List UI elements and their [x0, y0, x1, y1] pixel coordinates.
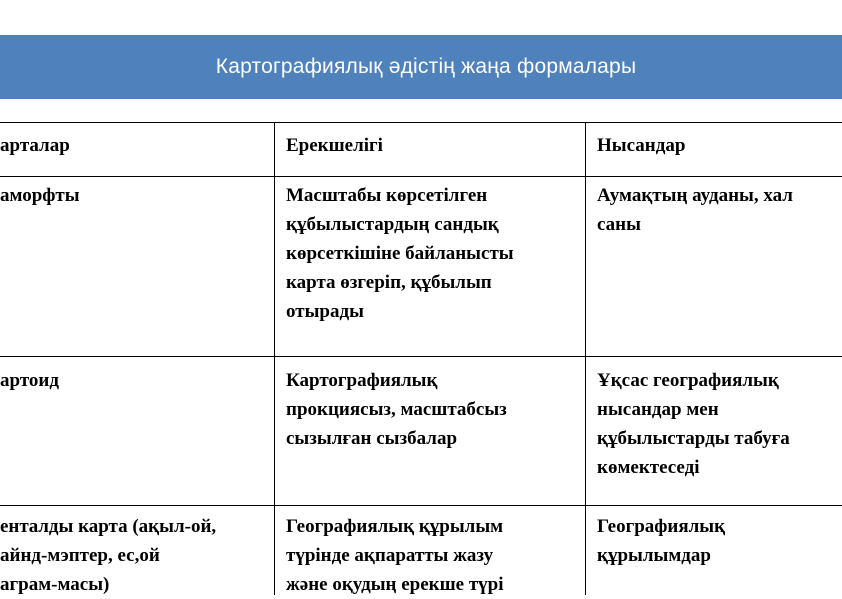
cell-line: отырады: [286, 301, 364, 322]
cell-line: Аумақтың ауданы, хал: [597, 185, 793, 206]
table-cell: [0, 366, 59, 395]
cell-line: Географиялық: [597, 516, 726, 537]
cell-line: Масштабы көрсетілген: [286, 185, 488, 206]
table-cell: [286, 181, 514, 326]
cell-line: нысандар мен: [597, 399, 719, 420]
cell-line: құрылымдар: [597, 545, 711, 566]
cell-line: Картографиялық: [286, 370, 438, 391]
cell-line: прокциясыз, масштабсыз: [286, 399, 507, 420]
cell-line: көмектеседі: [597, 457, 700, 478]
cell-line: құбылыстарды табуға: [597, 428, 790, 449]
table-cell: [0, 181, 80, 210]
table-border-top: [0, 122, 842, 123]
cell-line: саны: [597, 214, 641, 235]
cell-line: айнд-мэптер, ес,ой: [0, 545, 160, 566]
cell-line: құбылыстардың сандық: [286, 214, 499, 235]
table-cell: [286, 512, 504, 599]
column-divider: [274, 122, 275, 595]
table-cell: [0, 512, 216, 599]
cell-line: көрсеткішіне байланысты: [286, 243, 514, 264]
column-divider: [585, 122, 586, 595]
table-cell: [597, 366, 790, 482]
cell-line: ентaлды карта (ақыл-ой,: [0, 516, 217, 537]
cell-line: сызылған сызбалар: [286, 428, 458, 449]
table-cell: [597, 181, 793, 239]
cell-line: артоид: [0, 370, 59, 391]
cell-line: аморфты: [0, 185, 80, 206]
row-divider: [0, 356, 842, 357]
header-maps: арталар: [0, 135, 70, 156]
row-divider: [0, 505, 842, 506]
header-features: Ерекшелігі: [286, 135, 383, 156]
table-cell: [597, 512, 725, 570]
cell-line: Ұқсас географиялық: [597, 370, 779, 391]
row-divider: [0, 176, 842, 177]
slide-title: Картографиялық әдістің жаңа формалары: [215, 55, 637, 78]
cell-line: аграм-масы): [0, 574, 110, 595]
header-objects: Нысандар: [597, 135, 686, 156]
cell-line: карта өзгеріп, құбылып: [286, 272, 492, 293]
cell-line: және оқудың ерекше түрі: [286, 574, 504, 595]
table-cell: [286, 366, 507, 453]
cell-line: түрінде ақпаратты жазу: [286, 545, 494, 566]
cell-line: Географиялық құрылым: [286, 516, 504, 537]
